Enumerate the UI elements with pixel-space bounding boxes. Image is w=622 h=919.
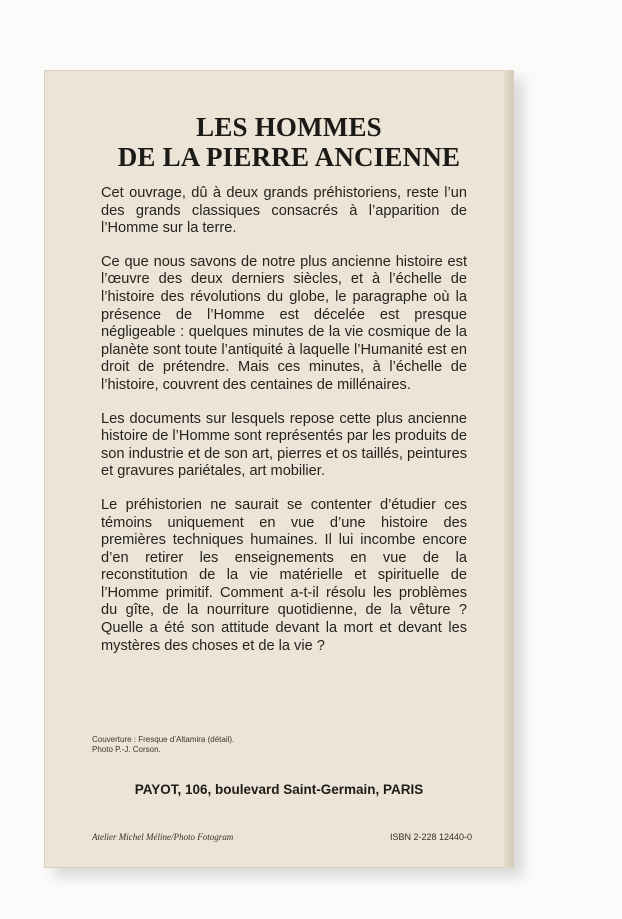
blurb-paragraph-1: Cet ouvrage, dû à deux grands préhistoriens, reste l’un des grands classiques consacrés à l’apparition de l’Homme sur la terre.: [101, 185, 467, 237]
title-line-1: LES HOMMES: [196, 112, 382, 142]
blurb-paragraph-4: Le préhistorien ne saurait se contenter d’étudier ces témoins uniquement en vue d’une histoire des premières techniques humaines. Il lui incombe encore d’en retirer les enseignements en vue de la reconstitution de la vie matérielle et spirituelle de l’Homme primitif. Comment a-t-il résolu les problèmes du gîte, de la nourriture quotidienne, de la vêture ? Quelle a été son attitude devant la mort et devant les mystères des choses et de la vie ?: [101, 496, 467, 654]
spine-edge: [504, 70, 514, 868]
credit-line-1: Couverture : Fresque d’Altamira (détail).: [92, 735, 235, 744]
credit-line-2: Photo P.-J. Corson.: [92, 745, 161, 754]
blurb-paragraph-3: Les documents sur lesquels repose cette plus ancienne histoire de l’Homme sont représentés par les produits de son industrie et de son art, pierres et os taillés, peintures et gravures pariétales, art mobilier.: [101, 410, 467, 480]
isbn: ISBN 2-228 12440-0: [389, 832, 472, 842]
cover-credit: [92, 735, 234, 755]
publisher-address: PAYOT, 106, boulevard Saint-Germain, PARIS: [134, 782, 424, 797]
blurb-paragraph-2: Ce que nous savons de notre plus ancienne histoire est l’œuvre des deux derniers siècles, et à l’échelle de l’histoire des révolutions du globe, le paragraphe où la présence de l’Homme est décelée est presque négligeable : quelques minutes de la vie cosmique de la planète sont toute l’antiquité à laquelle l’Humanité est en droit de prétendre. Mais ces minutes, à l’échelle de l’histoire, couvrent des centaines de millénaires.: [101, 253, 467, 393]
book-title: [84, 112, 494, 172]
atelier-credit: Atelier Michel Méline/Photo Fotogram: [92, 832, 234, 842]
title-line-2: DE LA PIERRE ANCIENNE: [117, 142, 461, 172]
back-cover: [44, 70, 514, 868]
blurb: [101, 185, 467, 671]
